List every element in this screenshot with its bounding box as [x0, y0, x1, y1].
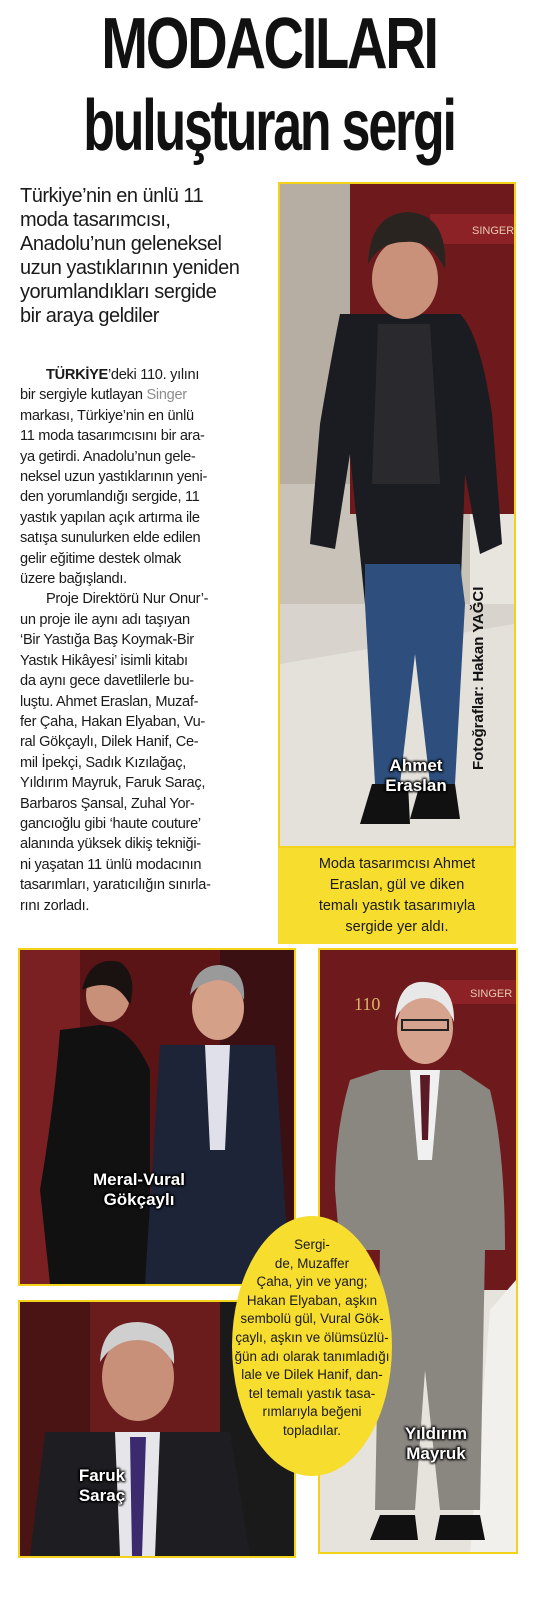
article-line: ni yaşatan 11 ünlü modacının — [20, 856, 202, 873]
article-line: Barbaros Şansal, Zuhal Yor- — [20, 795, 195, 812]
article-line: ya getirdi. Anadolu’nun gele- — [20, 448, 196, 465]
brand-name: Singer — [146, 387, 187, 404]
article-line: 11 moda tasarımcısını bir ara- — [20, 428, 205, 445]
article-line: da aynı gece davetlilerle bu- — [20, 673, 194, 690]
bubble-line: tel temalı yastık tasa- — [248, 1385, 376, 1401]
article-line: luştu. Ahmet Eraslan, Muzaf- — [20, 693, 199, 710]
article-line: satışa sunulurken elde edilen — [20, 530, 201, 547]
article-line: gancıoğlu gibi ‘haute couture’ — [20, 815, 201, 832]
label-yildirim-mayruk — [390, 1424, 482, 1464]
bubble-line: de, Muzaffer — [274, 1255, 350, 1271]
label-line: Yıldırım — [404, 1424, 468, 1443]
backdrop-brand-text: SINGER — [472, 225, 514, 237]
article-line: mil İpekçi, Sadık Kızılağaç, — [20, 754, 186, 771]
main-photo-caption — [278, 848, 516, 944]
article-line: Yıldırım Mayruk, Faruk Saraç, — [20, 775, 206, 792]
lead-paragraph — [20, 184, 275, 328]
backdrop-brand-text: SINGER — [470, 988, 513, 1000]
bubble-line: rımlarıyla beğeni — [262, 1404, 362, 1420]
lead-line: uzun yastıklarının yeniden — [20, 257, 240, 279]
article-keyword: TÜRKİYE — [46, 367, 108, 383]
article-line: rını zorladı. — [20, 897, 90, 914]
caption-line: temalı yastık tasarımıyla — [318, 898, 476, 914]
bubble-line: sembolü gül, Vural Gök- — [240, 1311, 384, 1327]
lead-line: yorumlandıkları sergide — [20, 281, 217, 303]
label-line: Meral-Vural — [93, 1170, 185, 1189]
article-line — [20, 385, 275, 405]
article-line: yastık yapılan açık artırma ile — [20, 509, 200, 526]
label-line: Ahmet — [389, 756, 443, 775]
label-line: Mayruk — [406, 1444, 466, 1463]
label-line: Faruk — [78, 1466, 126, 1485]
bubble-line: Hakan Elyaban, aşkın — [246, 1292, 378, 1308]
label-line: Eraslan — [385, 776, 447, 795]
label-faruk-sarac — [72, 1466, 132, 1506]
article-text: bir sergiyle kutlayan — [20, 387, 147, 404]
bubble-line: topladılar. — [282, 1422, 342, 1438]
article-line — [20, 365, 275, 385]
bubble-line: çaylı, aşkın ve ölümsüzlü- — [235, 1329, 389, 1345]
headline-line1: MODACILARI — [101, 4, 437, 84]
article-line: un proje ile aynı adı taşıyan — [20, 611, 190, 628]
backdrop-number-text: 110 — [354, 994, 381, 1014]
label-ahmet-eraslan — [376, 756, 456, 796]
lead-line: bir araya geldiler — [20, 305, 159, 327]
lead-line: Türkiye’nin en ünlü 11 — [20, 185, 204, 207]
label-meral-vural-gokcayli — [74, 1170, 204, 1210]
designers-callout-bubble — [232, 1216, 392, 1476]
article-line: alanında yüksek dikiş tekniği- — [20, 836, 201, 853]
bubble-line: Sergi- — [294, 1237, 330, 1252]
lead-line: moda tasarımcısı, — [20, 209, 171, 231]
article-line: neksel uzun yastıklarının yeni- — [20, 469, 208, 486]
caption-line: sergide yer aldı. — [345, 919, 449, 935]
article-line: tasarımları, yaratıcılığın sınırla- — [20, 877, 211, 894]
article-body — [20, 365, 275, 916]
article-line: den yorumlandığı sergide, 11 — [20, 489, 200, 506]
article-line: Yastık Hikâyesi’ isimli kitabı — [20, 652, 188, 669]
article-line: fer Çaha, Hakan Elyaban, Vu- — [20, 713, 205, 730]
article-line: üzere bağışlandı. — [20, 571, 127, 588]
label-line: Gökçaylı — [103, 1190, 175, 1209]
article-line: markası, Türkiye’nin en ünlü — [20, 407, 194, 424]
photo-credit: Fotoğraflar: Hakan YAĞCI — [470, 586, 487, 770]
article-line: ‘Bir Yastığa Baş Koymak-Bir — [20, 632, 194, 649]
photo-illustration — [20, 950, 294, 1284]
article-line: Proje Direktörü Nur Onur’- — [46, 591, 209, 608]
headline-line2: buluşturan sergi — [83, 86, 455, 166]
article-text: ’deki 110. yılını — [107, 367, 200, 383]
caption-line: Eraslan, gül ve diken — [329, 877, 465, 893]
label-line: Saraç — [78, 1486, 126, 1505]
caption-line: Moda tasarımcısı Ahmet — [318, 856, 476, 872]
bubble-line: Çaha, yin ve yang; — [256, 1274, 368, 1290]
article-line: ral Gökçaylı, Dilek Hanif, Ce- — [20, 734, 199, 751]
lead-line: Anadolu’nun geleneksel — [20, 233, 222, 255]
bubble-line: ğün adı olarak tanımladığı — [234, 1348, 390, 1364]
bubble-line: lale ve Dilek Hanif, dan- — [241, 1367, 383, 1383]
article-line: gelir eğitime destek olmak — [20, 550, 181, 567]
